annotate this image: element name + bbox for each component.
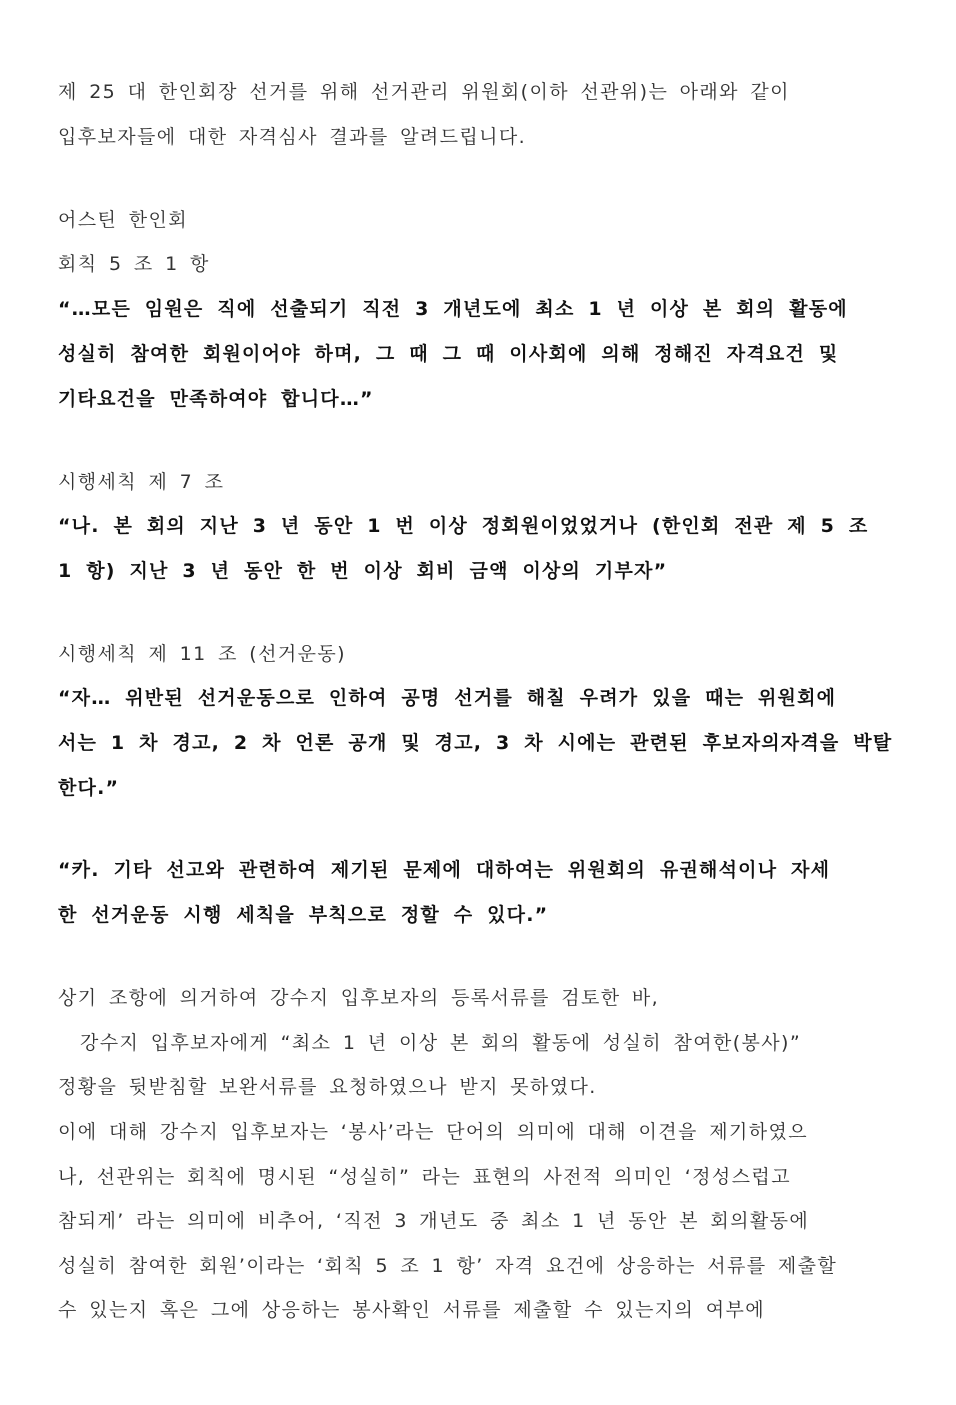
quote-line: 한다.” xyxy=(58,777,120,799)
quote-line: 1 항) 지난 3 년 동안 한 번 이상 회비 금액 이상의 기부자” xyxy=(58,560,668,582)
quote-line: “카. 기타 선고와 관련하여 제기된 문제에 대하여는 위원회의 유권해석이나 자세 xyxy=(58,859,831,881)
article-heading-2: 시행세칙 제 7 조 xyxy=(58,471,225,493)
body-line: 강수지 입후보자에게 “최소 1 년 이상 본 회의 활동에 성실히 참여한(봉사)” xyxy=(80,1032,802,1054)
article-heading-1: 회칙 5 조 1 항 xyxy=(58,253,210,275)
body-line: 정황을 뒷받침할 보완서류를 요청하였으나 받지 못하였다. xyxy=(58,1076,597,1098)
organization-name: 어스틴 한인회 xyxy=(58,209,188,231)
body-line: 수 있는지 혹은 그에 상응하는 봉사확인 서류를 제출할 수 있는지의 여부에 xyxy=(58,1299,766,1321)
body-line: 이에 대해 강수지 입후보자는 ‘봉사’라는 단어의 의미에 대해 이견을 제기하였으 xyxy=(58,1121,808,1143)
article-heading-3: 시행세칙 제 11 조 (선거운동) xyxy=(58,643,346,665)
body-line: 성실히 참여한 회원’이라는 ‘회칙 5 조 1 항’ 자격 요건에 상응하는 서류를 제출할 xyxy=(58,1255,838,1277)
intro-line-2: 입후보자들에 대한 자격심사 결과를 알려드립니다. xyxy=(58,126,527,148)
quote-line: 성실히 참여한 회원이어야 하며, 그 때 그 때 이사회에 의해 정해진 자격요건 및 xyxy=(58,343,839,365)
quote-line: 서는 1 차 경고, 2 차 언론 공개 및 경고, 3 차 시에는 관련된 후보자의자격을 박탈 xyxy=(58,732,893,754)
quote-line: “나. 본 회의 지난 3 년 동안 1 번 이상 정회원이었었거나 (한인회 전관 제 5 조 xyxy=(58,515,869,537)
body-line: 나, 선관위는 회칙에 명시된 “성실히” 라는 표현의 사전적 의미인 ‘정성스럽고 xyxy=(58,1166,791,1188)
body-line: 상기 조항에 의거하여 강수지 입후보자의 등록서류를 검토한 바, xyxy=(58,987,660,1009)
quote-line: “…모든 임원은 직에 선출되기 직전 3 개년도에 최소 1 년 이상 본 회의 활동에 xyxy=(58,298,848,320)
intro-line-1: 제 25 대 한인회장 선거를 위해 선거관리 위원회(이하 선관위)는 아래와 같이 xyxy=(58,81,790,103)
quote-line: “자… 위반된 선거운동으로 인하여 공명 선거를 해칠 우려가 있을 때는 위원회에 xyxy=(58,687,837,709)
body-line: 참되게’ 라는 의미에 비추어, ‘직전 3 개년도 중 최소 1 년 동안 본 회의활동에 xyxy=(58,1210,810,1232)
quote-line: 기타요건을 만족하여야 합니다…” xyxy=(58,388,374,410)
quote-line: 한 선거운동 시행 세칙을 부칙으로 정할 수 있다.” xyxy=(58,904,549,926)
